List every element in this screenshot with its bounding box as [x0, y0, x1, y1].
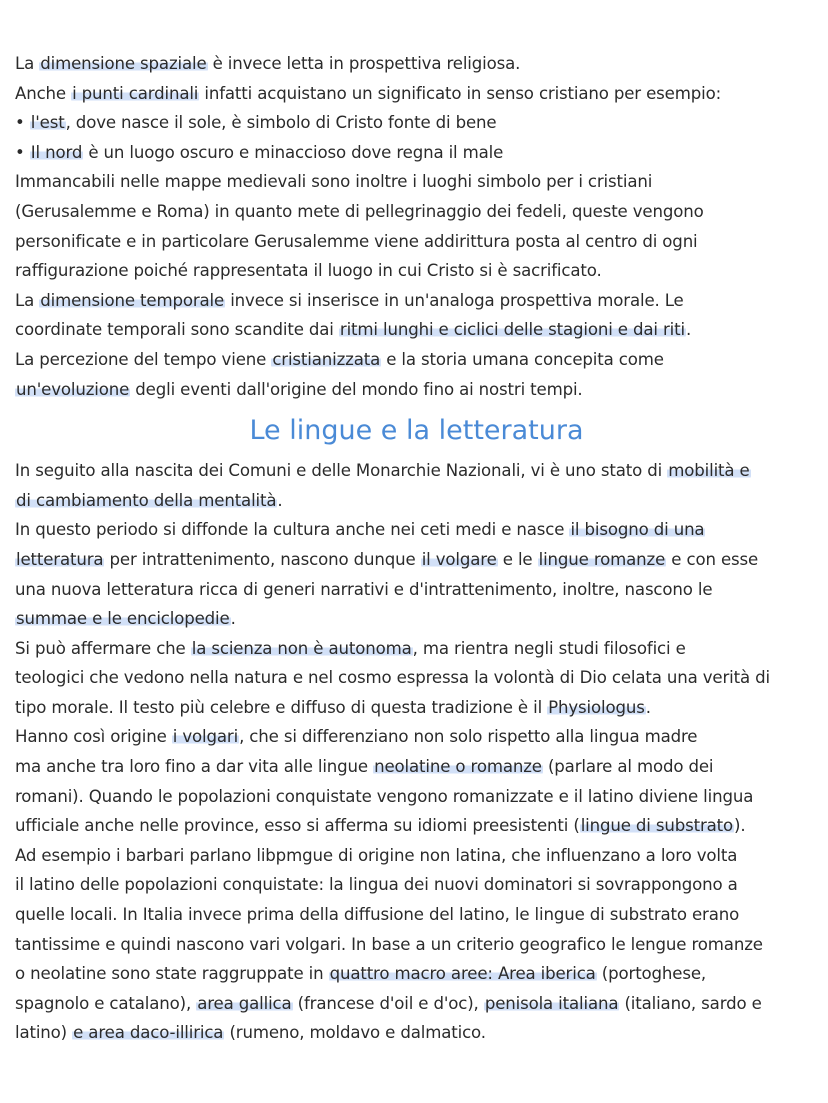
text-line: [15, 634, 818, 664]
text-line: [15, 752, 818, 782]
text-run: quelle locali. In Italia invece prima della diffusione del latino, le lingue di substrato erano: [15, 905, 740, 925]
text-line: [15, 930, 818, 960]
text-line: [15, 693, 818, 723]
text-run: tipo morale. Il testo più celebre e diffuso di questa tradizione è il: [15, 697, 548, 717]
highlighted-text: i volgari: [172, 727, 239, 747]
highlighted-text: il volgare: [421, 549, 497, 569]
section-heading: Le lingue e la letteratura: [249, 415, 584, 447]
text-line: [15, 841, 818, 871]
text-run: latino): [15, 1023, 73, 1043]
text-line: [15, 782, 818, 812]
text-run: il latino delle popolazioni conquistate: la lingua dei nuovi dominatori si sovrappongono a: [15, 875, 738, 895]
text-line: [15, 345, 818, 375]
highlighted-text: l'est: [30, 113, 65, 133]
text-line: [15, 456, 818, 486]
section-spatial-temporal-dimension: [15, 49, 818, 404]
highlighted-text: il bisogno di una: [570, 520, 705, 540]
highlighted-text: lingue romanze: [538, 549, 666, 569]
text-run: coordinate temporali sono scandite dai: [15, 320, 339, 340]
section-languages-literature: [15, 456, 818, 1048]
highlighted-text: Il nord: [30, 142, 83, 162]
highlighted-text: lingue di substrato: [580, 816, 734, 836]
text-line: [15, 545, 818, 575]
text-run: raffigurazione poiché rappresentata il luogo in cui Cristo si è sacrificato.: [15, 261, 602, 281]
text-line: [15, 375, 818, 405]
text-line: [15, 811, 818, 841]
highlighted-text: un'evoluzione: [16, 379, 130, 399]
text-run: Si può affermare che: [15, 638, 191, 658]
text-line: [15, 167, 818, 197]
text-run: La: [15, 54, 40, 73]
text-run: è un luogo oscuro e minaccioso dove regna il male: [83, 142, 504, 162]
text-line: [15, 49, 818, 79]
text-line: [15, 138, 818, 168]
text-run: In questo periodo si diffonde la cultura anche nei ceti medi e nasce: [15, 520, 570, 540]
highlighted-text: ritmi lunghi e ciclici delle stagioni e dai riti: [339, 320, 685, 340]
text-run: .: [277, 490, 283, 510]
highlighted-text: e area daco-illirica: [73, 1023, 224, 1043]
text-line: [15, 870, 818, 900]
text-run: •: [15, 113, 30, 133]
text-run: tantissime e quindi nascono vari volgari. In base a un criterio geografico le lengue romanze: [15, 934, 763, 954]
text-run: (Gerusalemme e Roma) in quanto mete di pellegrinaggio dei fedeli, queste vengono: [15, 201, 704, 221]
text-run: , che si differenziano non solo rispetto alla lingua madre: [239, 727, 698, 747]
text-run: .: [230, 609, 236, 629]
text-run: una nuova letteratura ricca di generi narrativi e d'intrattenimento, inoltre, nascono le: [15, 579, 713, 599]
text-run: teologici che vedono nella natura e nel cosmo espressa la volontà di Dio celata una verità di: [15, 668, 770, 688]
text-line: [15, 79, 818, 109]
highlighted-text: summae e le enciclopedie: [16, 609, 230, 629]
text-run: spagnolo e catalano),: [15, 993, 197, 1013]
highlighted-text: di cambiamento della mentalità: [16, 490, 277, 510]
highlighted-text: penisola italiana: [484, 993, 619, 1013]
text-line: [15, 959, 818, 989]
text-run: •: [15, 142, 30, 162]
highlighted-text: letteratura: [16, 549, 104, 569]
text-run: (italiano, sardo e: [619, 993, 762, 1013]
highlighted-text: dimensione temporale: [40, 290, 225, 310]
text-run: Hanno così origine: [15, 727, 172, 747]
text-run: e la storia umana concepita come: [381, 349, 664, 369]
highlighted-text: la scienza non è autonoma: [191, 638, 412, 658]
highlighted-text: neolatine o romanze: [374, 757, 542, 777]
text-line: [15, 286, 818, 316]
highlighted-text: mobilità e: [668, 461, 750, 481]
text-run: ufficiale anche nelle province, esso si afferma su idiomi preesistenti (: [15, 816, 580, 836]
text-line: [15, 515, 818, 545]
text-run: .: [685, 320, 692, 340]
text-run: Ad esempio i barbari parlano libpmgue di origine non latina, che influenzano a loro volta: [15, 845, 738, 865]
highlighted-text: dimensione spaziale: [40, 54, 207, 73]
text-line: [15, 663, 818, 693]
text-run: , dove nasce il sole, è simbolo di Cristo fonte di bene: [65, 113, 497, 133]
text-run: La percezione del tempo viene: [15, 349, 272, 369]
highlighted-text: cristianizzata: [272, 349, 381, 369]
text-run: ).: [734, 816, 746, 836]
text-run: per intrattenimento, nascono dunque: [104, 549, 421, 569]
text-line: [15, 989, 818, 1019]
text-line: [15, 315, 818, 345]
highlighted-text: i punti cardinali: [72, 83, 199, 103]
text-line: [15, 197, 818, 227]
text-run: (portoghese,: [596, 964, 707, 984]
text-run: (parlare al modo dei: [542, 757, 714, 777]
text-run: (francese d'oil e d'oc),: [292, 993, 484, 1013]
text-line: [15, 256, 818, 286]
text-line: [15, 575, 818, 605]
text-run: è invece letta in prospettiva religiosa.: [207, 54, 521, 73]
text-line: [15, 1018, 818, 1048]
text-run: In seguito alla nascita dei Comuni e delle Monarchie Nazionali, vi è uno stato di: [15, 461, 668, 481]
text-line: [15, 227, 818, 257]
text-run: e le: [497, 549, 538, 569]
text-line: [15, 900, 818, 930]
text-run: o neolatine sono state raggruppate in: [15, 964, 329, 984]
text-line: [15, 604, 818, 634]
text-run: .: [645, 697, 651, 717]
text-run: La: [15, 290, 40, 310]
highlighted-text: quattro macro aree: Area iberica: [329, 964, 596, 984]
text-run: infatti acquistano un significato in senso cristiano per esempio:: [199, 83, 722, 103]
text-line: [15, 722, 818, 752]
text-run: (rumeno, moldavo e dalmatico.: [224, 1023, 486, 1043]
text-run: invece si inserisce in un'analoga prospettiva morale. Le: [225, 290, 684, 310]
text-run: e con esse: [666, 549, 759, 569]
text-run: personificate e in particolare Gerusalemme viene addirittura posta al centro di ogni: [15, 231, 698, 251]
text-line: [15, 108, 818, 138]
text-run: romani). Quando le popolazioni conquistate vengono romanizzate e il latino diviene lingua: [15, 786, 754, 806]
text-run: Anche: [15, 83, 72, 103]
text-run: ma anche tra loro fino a dar vita alle lingue: [15, 757, 374, 777]
text-run: degli eventi dall'origine del mondo fino ai nostri tempi.: [130, 379, 583, 399]
highlighted-text: Physiologus: [548, 697, 645, 717]
text-run: Immancabili nelle mappe medievali sono inoltre i luoghi simbolo per i cristiani: [15, 172, 653, 192]
text-line: [15, 486, 818, 516]
highlighted-text: area gallica: [197, 993, 292, 1013]
text-run: , ma rientra negli studi filosofici e: [412, 638, 686, 658]
